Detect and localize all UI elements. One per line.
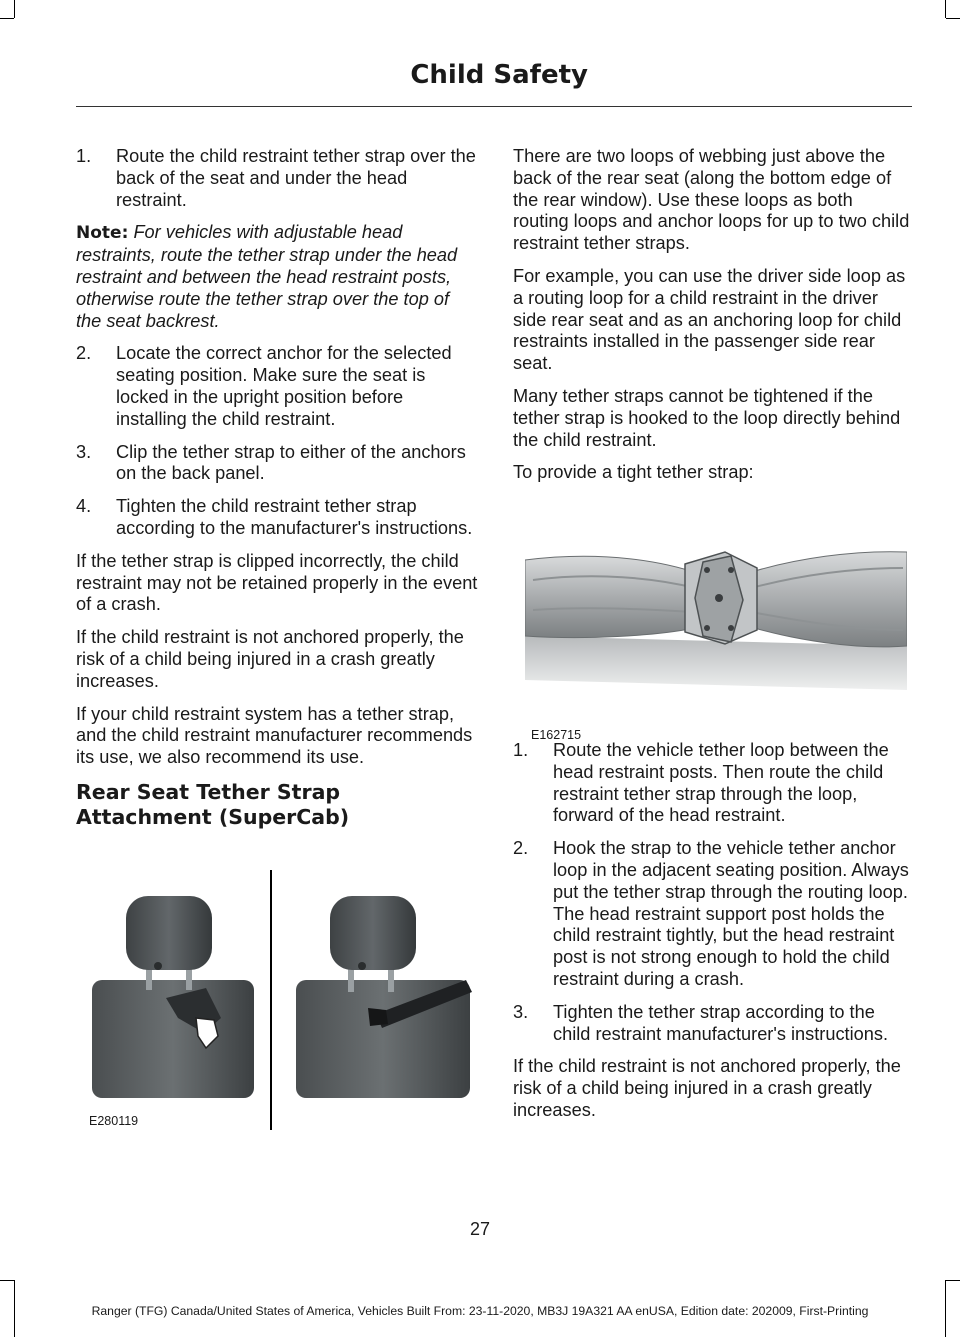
step-1 — [513, 740, 911, 827]
seat-left — [92, 896, 254, 1098]
step-number: 1. — [76, 146, 92, 166]
paragraph: To provide a tight tether strap: — [513, 462, 754, 483]
footer-text: Ranger (TFG) Canada/United States of America, Vehicles Built From: 23-11-2020, MB3J 19A321 AA enUSA, Edition date: 202009, First-Printing — [91, 1304, 869, 1318]
right-column-steps — [513, 740, 911, 1133]
step-text: Tighten the child restraint tether strap according to the manufacturer's instructions. — [116, 496, 473, 538]
step-text: Route the child restraint tether strap over the back of the seat and under the head restraint. — [116, 146, 476, 210]
note-label: Note: — [76, 223, 129, 244]
crop-mark — [946, 18, 960, 19]
step-3 — [513, 1002, 911, 1046]
step-number: 2. — [513, 838, 529, 859]
step-number: 3. — [513, 1001, 529, 1022]
note — [76, 222, 478, 332]
step-number: 4. — [76, 496, 92, 517]
step-number: 2. — [76, 343, 92, 364]
step-2 — [76, 343, 478, 430]
step-text: Locate the correct anchor for the selected seating position. Make sure the seat is locked in the upright position before installing the child restraint. — [116, 343, 452, 429]
step-2 — [513, 838, 911, 991]
paragraph: If your child restraint system has a tether strap, and the child restraint manufacturer recommends its use, we also recommend its use. — [76, 703, 473, 768]
tether-loop-illustration — [525, 540, 907, 698]
figure-code: E280119 — [89, 1114, 139, 1128]
step-1 — [76, 146, 478, 211]
paragraph: If the tether strap is clipped incorrectly, the child restraint may not be retained properly in the event of a crash. — [76, 550, 478, 615]
step-number: 3. — [76, 441, 92, 462]
section-title: Child Safety — [410, 60, 588, 90]
crop-mark — [945, 0, 946, 18]
paragraph: Many tether straps cannot be tightened if the tether strap is hooked to the loop directly behind the child restraint. — [513, 385, 901, 450]
figure-code: E162715 — [531, 728, 582, 742]
seat-tether-illustration — [86, 868, 478, 1130]
crop-mark — [14, 0, 15, 18]
paragraph: There are two loops of webbing just above the back of the rear seat (along the bottom edge of the rear window). Use these loops as both routing loops and anchor loops for up to two child restraint tether straps. — [513, 146, 910, 254]
paragraph: If the child restraint is not anchored properly, the risk of a child being injured in a crash greatly increases. — [76, 627, 464, 691]
step-number: 1. — [513, 740, 529, 760]
header-rule — [76, 106, 912, 107]
crop-mark — [0, 1280, 14, 1281]
section-heading: Rear Seat Tether Strap Attachment (SuperCab) — [76, 779, 350, 829]
paragraph: For example, you can use the driver side loop as a routing loop for a child restraint in the driver side rear seat and as an anchoring loop for child restraints installed in the passenger side rear seat. — [513, 265, 906, 374]
step-text: Tighten the tether strap according to the child restraint manufacturer's instructions. — [553, 1001, 889, 1044]
crop-mark — [0, 18, 14, 19]
step-3 — [76, 442, 478, 486]
step-text: Clip the tether strap to either of the anchors on the back panel. — [116, 441, 466, 484]
step-4 — [76, 496, 478, 540]
left-column — [76, 146, 478, 844]
note-text: For vehicles with adjustable head restraints, route the tether strap under the head restraint and between the head restraint posts, otherwise route the tether strap over the top of the seat backrest. — [76, 222, 458, 331]
step-text: Route the vehicle tether loop between the head restraint posts. Then route the child restraint tether strap through the loop, forward of the head restraint. — [553, 740, 889, 826]
crop-mark — [946, 1280, 960, 1281]
right-column — [513, 146, 911, 495]
step-text: Hook the strap to the vehicle tether anchor loop in the adjacent seating position. Always put the tether strap through the routing loop. The head restraint support post holds the child restraint tightly, but the head restraint post is not strong enough to hold the child restraint during a crash. — [553, 838, 909, 989]
paragraph: If the child restraint is not anchored properly, the risk of a child being injured in a crash greatly increases. — [513, 1056, 901, 1120]
seat-right — [296, 896, 472, 1098]
page-number: 27 — [469, 1219, 491, 1239]
